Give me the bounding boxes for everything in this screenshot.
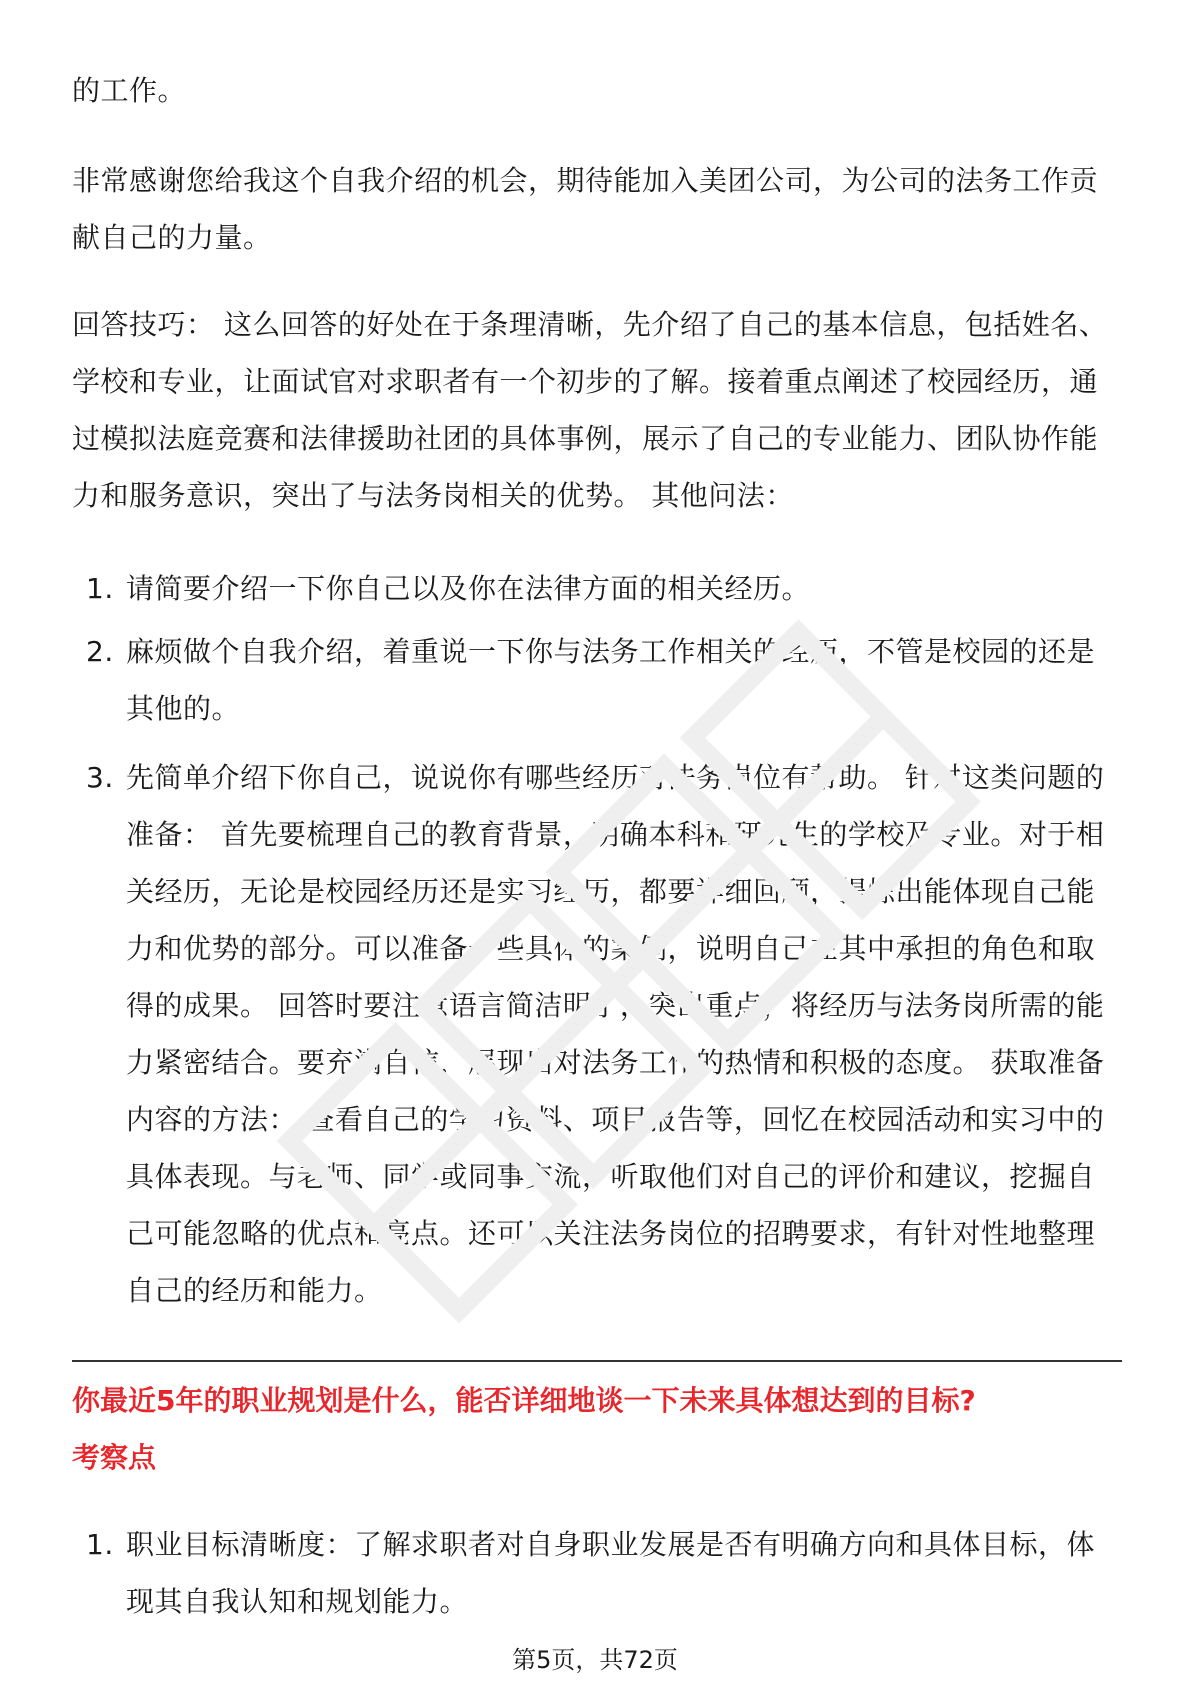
list-item [72, 560, 1122, 617]
list-number: 3. [86, 761, 114, 794]
question-subtitle: 考察点 [72, 1441, 157, 1474]
list-item-text: 先简单介绍下你自己，说说你有哪些经历对法务岗位有帮助。 针对这类问题的准备： 首先要梳理自己的教育背景，明确本科和研究生的学校及专业。对于相关经历，无论是校园经历还是实习经历，都要详细回顾，提炼出能体现自己能力和优势的部分。可以准备一些具体的案例，说明自己在其中承担的角色和取得的成果。 回答时要注意语言简洁明了，突出重点，将经历与法务岗所需的能力紧密结合。要充满自信，展现出对法务工作的热情和积极的态度。 获取准备内容的方法： 查看自己的学习资料、项目报告等，回忆在校园活动和实习中的具体表现。与老师、同学或同事交流，听取他们对自己的评价和建议，挖掘自己可能忽略的优点和亮点。还可以关注法务岗位的招聘要求，有针对性地整理自己的经历和能力。 [126, 761, 1105, 1307]
list-item-text: 职业目标清晰度：了解求职者对自身职业发展是否有明确方向和具体目标，体现其自我认知和规划能力。 [126, 1528, 1096, 1618]
list-number: 2. [86, 635, 114, 668]
section-divider [72, 1360, 1122, 1362]
paragraph-thanks: 非常感谢您给我这个自我介绍的机会，期待能加入美团公司，为公司的法务工作贡献自己的力量。 [72, 164, 1099, 254]
alternative-questions-list [72, 560, 1122, 1319]
list-item-text: 麻烦做个自我介绍，着重说一下你与法务工作相关的经历，不管是校园的还是其他的。 [126, 635, 1096, 725]
assessment-points-list [72, 1516, 1122, 1630]
list-item [72, 1516, 1122, 1630]
list-item-text: 请简要介绍一下你自己以及你在法律方面的相关经历。 [126, 572, 811, 605]
list-item [72, 623, 1122, 737]
question-title: 你最近5年的职业规划是什么，能否详细地谈一下未来具体想达到的目标? [72, 1384, 976, 1417]
paragraph-answer-tips: 回答技巧： 这么回答的好处在于条理清晰，先介绍了自己的基本信息，包括姓名、学校和专业，让面试官对求职者有一个初步的了解。接着重点阐述了校园经历，通过模拟法庭竞赛和法律援助社团的具体事例，展示了自己的专业能力、团队协作能力和服务意识，突出了与法务岗相关的优势。 其他问法： [72, 308, 1108, 512]
list-number: 1. [86, 1528, 114, 1561]
paragraph-continuation: 的工作。 [72, 74, 187, 107]
list-number: 1. [86, 572, 114, 605]
list-item [72, 749, 1122, 1319]
page-footer: 第5页，共72页 [512, 1646, 678, 1674]
